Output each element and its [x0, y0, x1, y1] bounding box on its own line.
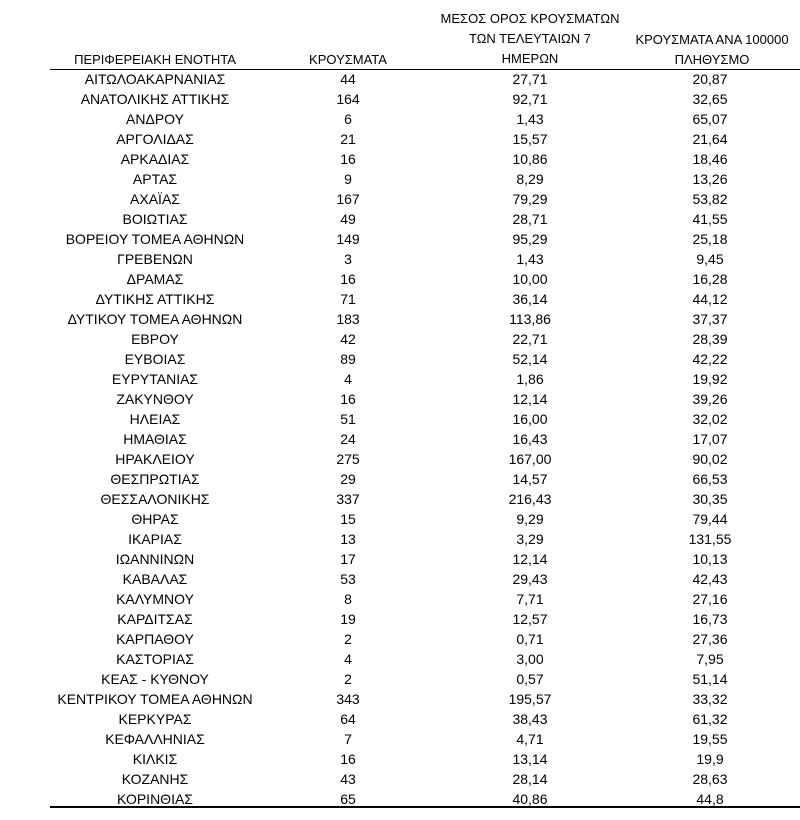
- table-row: [0, 549, 800, 569]
- table-row: [0, 69, 800, 89]
- avg7-cell: 1,43: [516, 111, 544, 127]
- table-row: [0, 389, 800, 409]
- avg7-cell: 3,00: [516, 651, 544, 667]
- cases-cell: 51: [340, 411, 356, 427]
- region-cell: ΚΕΦΑΛΛΗΝΙΑΣ: [105, 731, 205, 747]
- avg7-cell: 16,00: [512, 411, 548, 427]
- per100k-cell: 18,46: [692, 151, 728, 167]
- cases-cell: 2: [344, 631, 352, 647]
- per100k-cell: 131,55: [688, 531, 732, 547]
- avg7-cell: 38,43: [512, 711, 548, 727]
- per100k-cell: 33,32: [692, 691, 728, 707]
- avg7-cell: 0,71: [516, 631, 544, 647]
- per100k-cell: 19,92: [692, 371, 728, 387]
- per100k-cell: 28,63: [692, 771, 728, 787]
- cases-cell: 2: [344, 671, 352, 687]
- cases-cell: 4: [344, 651, 352, 667]
- header-7day-average-line2: ΤΩΝ ΤΕΛΕΥΤΑΙΩΝ 7: [468, 31, 592, 46]
- per100k-cell: 10,13: [692, 551, 728, 567]
- avg7-cell: 12,14: [512, 551, 548, 567]
- per100k-cell: 39,26: [692, 391, 728, 407]
- table-row: [0, 129, 800, 149]
- avg7-cell: 10,00: [512, 271, 548, 287]
- table-row: [0, 689, 800, 709]
- table-row: [0, 309, 800, 329]
- table-row: [0, 249, 800, 269]
- header-per-100k: [612, 30, 800, 70]
- per100k-cell: 44,12: [692, 291, 728, 307]
- avg7-cell: 28,14: [512, 771, 548, 787]
- per100k-cell: 27,16: [692, 591, 728, 607]
- table-row: [0, 469, 800, 489]
- region-cell: ΙΚΑΡΙΑΣ: [128, 531, 182, 547]
- table-row: [0, 169, 800, 189]
- per100k-cell: 66,53: [692, 471, 728, 487]
- region-cell: ΚΑΡΔΙΤΣΑΣ: [117, 611, 193, 627]
- table-row: [0, 269, 800, 289]
- header-7day-average-line1: ΜΕΣΟΣ ΟΡΟΣ ΚΡΟΥΣΜΑΤΩΝ: [440, 11, 620, 26]
- per100k-cell: 17,07: [692, 431, 728, 447]
- table-row: [0, 209, 800, 229]
- region-cell: ΚΙΛΚΙΣ: [132, 751, 178, 767]
- table-row: [0, 449, 800, 469]
- avg7-cell: 40,86: [512, 791, 548, 807]
- avg7-cell: 22,71: [512, 331, 548, 347]
- header-cases: ΚΡΟΥΣΜΑΤΑ: [309, 52, 387, 67]
- table-row: [0, 769, 800, 789]
- table-row: [0, 109, 800, 129]
- region-cell: ΕΒΡΟΥ: [131, 331, 179, 347]
- region-cell: ΘΕΣΠΡΩΤΙΑΣ: [110, 471, 200, 487]
- avg7-cell: 113,86: [509, 311, 551, 327]
- cases-cell: 71: [340, 291, 356, 307]
- per100k-cell: 61,32: [692, 711, 728, 727]
- avg7-cell: 1,43: [516, 251, 544, 267]
- avg7-cell: 95,29: [512, 231, 548, 247]
- table-row: [0, 409, 800, 429]
- cases-cell: 16: [340, 751, 356, 767]
- region-cell: ΒΟΡΕΙΟΥ ΤΟΜΕΑ ΑΘΗΝΩΝ: [65, 231, 245, 247]
- cases-cell: 19: [340, 611, 356, 627]
- cases-cell: 164: [336, 91, 360, 107]
- per100k-cell: 90,02: [692, 451, 728, 467]
- region-cell: ΑΝΑΤΟΛΙΚΗΣ ΑΤΤΙΚΗΣ: [80, 91, 230, 107]
- avg7-cell: 10,86: [512, 151, 548, 167]
- avg7-cell: 1,86: [516, 371, 544, 387]
- region-cell: ΚΑΡΠΑΘΟΥ: [116, 631, 194, 647]
- cases-cell: 3: [344, 251, 352, 267]
- cases-cell: 43: [340, 771, 356, 787]
- cases-cell: 16: [340, 271, 356, 287]
- avg7-cell: 195,57: [508, 691, 552, 707]
- per100k-cell: 79,44: [692, 511, 728, 527]
- avg7-cell: 13,14: [512, 751, 548, 767]
- per100k-cell: 20,87: [692, 71, 728, 87]
- region-cell: ΑΡΚΑΔΙΑΣ: [120, 151, 190, 167]
- avg7-cell: 4,71: [516, 731, 544, 747]
- region-cell: ΚΟΖΑΝΗΣ: [121, 771, 189, 787]
- region-cell: ΔΥΤΙΚΟΥ ΤΟΜΕΑ ΑΘΗΝΩΝ: [67, 311, 243, 327]
- cases-cell: 17: [340, 551, 356, 567]
- region-cell: ΚΑΒΑΛΑΣ: [122, 571, 188, 587]
- region-cell: ΑΡΤΑΣ: [132, 171, 178, 187]
- header-per-100k-line2: ΠΛΗΘΥΣΜΟ: [674, 52, 750, 67]
- avg7-cell: 7,71: [516, 591, 544, 607]
- table-row: [0, 729, 800, 749]
- per100k-cell: 30,35: [692, 491, 728, 507]
- avg7-cell: 14,57: [512, 471, 548, 487]
- table-row: [0, 329, 800, 349]
- per100k-cell: 42,22: [692, 351, 728, 367]
- per100k-cell: 16,73: [692, 611, 728, 627]
- per100k-cell: 51,14: [692, 671, 728, 687]
- region-cell: ΕΥΡΥΤΑΝΙΑΣ: [111, 371, 199, 387]
- region-cell: ΙΩΑΝΝΙΝΩΝ: [115, 551, 195, 567]
- cases-cell: 16: [340, 151, 356, 167]
- per100k-cell: 13,26: [692, 171, 728, 187]
- table-bottom-border: [50, 806, 800, 808]
- table-row: [0, 289, 800, 309]
- cases-cell: 44: [340, 71, 356, 87]
- per100k-cell: 32,65: [692, 91, 728, 107]
- per100k-cell: 7,95: [696, 651, 724, 667]
- avg7-cell: 16,43: [512, 431, 548, 447]
- region-cell: ΖΑΚΥΝΘΟΥ: [116, 391, 194, 407]
- region-cell: ΘΗΡΑΣ: [131, 511, 179, 527]
- region-cell: ΕΥΒΟΙΑΣ: [124, 351, 186, 367]
- cases-cell: 9: [344, 171, 352, 187]
- avg7-cell: 8,29: [516, 171, 544, 187]
- cases-cell: 7: [344, 731, 352, 747]
- per100k-cell: 42,43: [692, 571, 728, 587]
- table-row: [0, 589, 800, 609]
- cases-cell: 24: [340, 431, 356, 447]
- cases-cell: 53: [340, 571, 356, 587]
- region-cell: ΑΙΤΩΛΟΑΚΑΡΝΑΝΙΑΣ: [84, 71, 226, 87]
- table-row: [0, 489, 800, 509]
- avg7-cell: 29,43: [512, 571, 548, 587]
- cases-cell: 343: [336, 691, 360, 707]
- per100k-cell: 19,9: [696, 751, 724, 767]
- cases-cell: 16: [340, 391, 356, 407]
- per100k-cell: 16,28: [692, 271, 728, 287]
- cases-cell: 29: [340, 471, 356, 487]
- avg7-cell: 0,57: [516, 671, 544, 687]
- cases-cell: 21: [340, 131, 356, 147]
- header-per-100k-line1: ΚΡΟΥΣΜΑΤΑ ΑΝΑ 100000: [635, 32, 789, 47]
- avg7-cell: 27,71: [512, 71, 548, 87]
- region-cell: ΓΡΕΒΕΝΩΝ: [117, 251, 193, 267]
- table-row: [0, 149, 800, 169]
- table-row: [0, 749, 800, 769]
- avg7-cell: 15,57: [512, 131, 548, 147]
- table-row: [0, 529, 800, 549]
- region-cell: ΚΕΡΚΥΡΑΣ: [118, 711, 192, 727]
- region-cell: ΑΡΓΟΛΙΔΑΣ: [116, 131, 194, 147]
- cases-cell: 64: [340, 711, 356, 727]
- header-7day-average: [430, 9, 630, 69]
- table-row: [0, 509, 800, 529]
- table-row: [0, 89, 800, 109]
- region-cell: ΚΕΑΣ - ΚΥΘΝΟΥ: [101, 671, 209, 687]
- avg7-cell: 79,29: [512, 191, 548, 207]
- per100k-cell: 19,55: [692, 731, 728, 747]
- cases-cell: 42: [340, 331, 356, 347]
- cases-cell: 8: [344, 591, 352, 607]
- avg7-cell: 36,14: [512, 291, 548, 307]
- per100k-cell: 65,07: [692, 111, 728, 127]
- avg7-cell: 12,57: [512, 611, 548, 627]
- per100k-cell: 44,8: [696, 791, 724, 807]
- cases-cell: 49: [340, 211, 356, 227]
- avg7-cell: 9,29: [516, 511, 544, 527]
- table-row: [0, 669, 800, 689]
- avg7-cell: 52,14: [512, 351, 548, 367]
- per100k-cell: 32,02: [692, 411, 728, 427]
- region-cell: ΚΑΛΥΜΝΟΥ: [116, 591, 194, 607]
- region-cell: ΚΕΝΤΡΙΚΟΥ ΤΟΜΕΑ ΑΘΗΝΩΝ: [57, 691, 253, 707]
- region-cell: ΔΡΑΜΑΣ: [126, 271, 184, 287]
- table-row: [0, 189, 800, 209]
- region-cell: ΗΡΑΚΛΕΙΟΥ: [115, 451, 195, 467]
- table-row: [0, 629, 800, 649]
- avg7-cell: 28,71: [512, 211, 548, 227]
- table-row: [0, 609, 800, 629]
- header-region: ΠΕΡΙΦΕΡΕΙΑΚΗ ΕΝΟΤΗΤΑ: [74, 52, 236, 67]
- region-cell: ΚΑΣΤΟΡΙΑΣ: [116, 651, 194, 667]
- avg7-cell: 167,00: [508, 451, 552, 467]
- per100k-cell: 25,18: [692, 231, 728, 247]
- region-cell: ΑΝΔΡΟΥ: [126, 111, 184, 127]
- table-row: [0, 649, 800, 669]
- cases-cell: 89: [340, 351, 356, 367]
- table-row: [0, 569, 800, 589]
- region-cell: ΒΟΙΩΤΙΑΣ: [122, 211, 188, 227]
- table-row: [0, 229, 800, 249]
- region-cell: ΗΛΕΙΑΣ: [129, 411, 181, 427]
- per100k-cell: 41,55: [692, 211, 728, 227]
- cases-cell: 65: [340, 791, 356, 807]
- cases-cell: 167: [336, 191, 360, 207]
- cases-cell: 337: [336, 491, 360, 507]
- per100k-cell: 21,64: [692, 131, 728, 147]
- per100k-cell: 9,45: [696, 251, 724, 267]
- region-cell: ΑΧΑΪΑΣ: [130, 191, 180, 207]
- cases-cell: 15: [340, 511, 356, 527]
- per100k-cell: 27,36: [692, 631, 728, 647]
- region-cell: ΔΥΤΙΚΗΣ ΑΤΤΙΚΗΣ: [95, 291, 215, 307]
- avg7-cell: 3,29: [516, 531, 544, 547]
- cases-cell: 13: [340, 531, 356, 547]
- per100k-cell: 37,37: [692, 311, 728, 327]
- region-cell: ΘΕΣΣΑΛΟΝΙΚΗΣ: [100, 491, 210, 507]
- region-cell: ΗΜΑΘΙΑΣ: [123, 431, 187, 447]
- region-cell: ΚΟΡΙΝΘΙΑΣ: [117, 791, 193, 807]
- per100k-cell: 28,39: [692, 331, 728, 347]
- table-row: [0, 349, 800, 369]
- cases-cell: 183: [336, 311, 360, 327]
- cases-cell: 6: [344, 111, 352, 127]
- cases-cell: 4: [344, 371, 352, 387]
- header-7day-average-line3: ΗΜΕΡΩΝ: [501, 51, 559, 66]
- table-row: [0, 369, 800, 389]
- avg7-cell: 216,43: [508, 491, 552, 507]
- table-row: [0, 709, 800, 729]
- avg7-cell: 12,14: [512, 391, 548, 407]
- avg7-cell: 92,71: [512, 91, 548, 107]
- cases-cell: 275: [336, 451, 360, 467]
- cases-cell: 149: [336, 231, 360, 247]
- per100k-cell: 53,82: [692, 191, 728, 207]
- table-body: [0, 69, 800, 809]
- table-row: [0, 429, 800, 449]
